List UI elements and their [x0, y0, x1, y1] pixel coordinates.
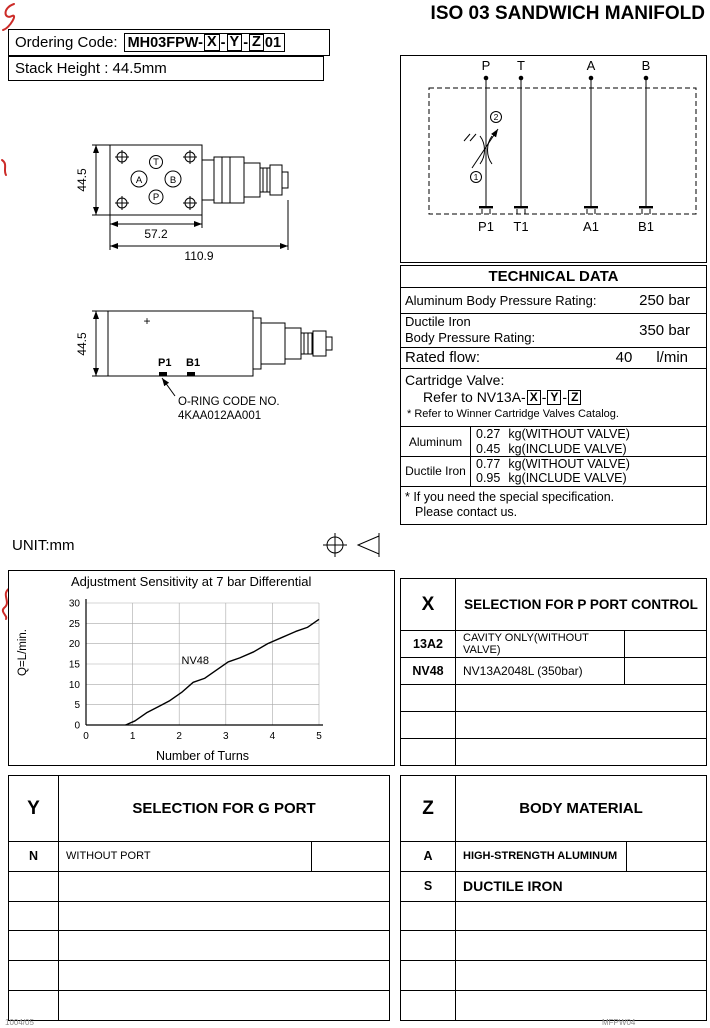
iron-pressure-label-2: Body Pressure Rating:	[405, 330, 536, 346]
callout-2: 2	[493, 112, 499, 122]
technical-drawings	[8, 56, 395, 566]
weight-unit: kg(INCLUDE VALVE)	[508, 441, 627, 456]
cartridge-valve-label: Cartridge Valve:	[405, 372, 505, 389]
port-label-B: B	[641, 58, 651, 73]
option-desc	[456, 739, 706, 765]
port-label-B1: B1	[638, 219, 654, 234]
option-code: S	[401, 872, 456, 901]
port-b1-label: B1	[186, 357, 201, 369]
table-row	[401, 991, 706, 1020]
option-extra-cell	[311, 842, 389, 871]
option-desc	[456, 712, 706, 738]
svg-text:10: 10	[68, 679, 80, 691]
option-desc: NV13A2048L (350bar)	[463, 664, 583, 678]
option-code	[401, 739, 456, 765]
table-row	[401, 872, 706, 902]
front-view-drawing	[92, 311, 332, 396]
option-code	[9, 902, 59, 931]
cartridge-z: Z	[568, 390, 581, 405]
hydraulic-circuit-diagram	[401, 56, 706, 262]
rated-flow-label: Rated flow:	[405, 349, 481, 367]
aluminum-pressure-label: Aluminum Body Pressure Rating:	[405, 292, 597, 308]
throttle-valve-symbol	[464, 112, 502, 183]
circuit-top-labels	[482, 58, 651, 73]
table-row	[401, 961, 706, 991]
technical-data-panel	[400, 265, 707, 525]
weight-row-ductile-iron	[401, 457, 706, 487]
weight-unit: kg(WITHOUT VALVE)	[508, 427, 630, 442]
option-desc: HIGH-STRENGTH ALUMINUM	[463, 850, 618, 863]
svg-text:5: 5	[74, 700, 80, 712]
x-table-code-letter: X	[401, 579, 456, 630]
option-code	[9, 931, 59, 960]
option-desc	[456, 931, 706, 960]
option-code	[401, 685, 456, 711]
table-row	[401, 631, 706, 658]
ordering-code-y: Y	[227, 34, 243, 52]
option-code	[401, 902, 456, 931]
table-row	[9, 931, 389, 961]
option-extra-cell	[624, 658, 706, 684]
aluminum-pressure-row	[401, 288, 706, 314]
ordering-code-x: X	[204, 34, 220, 52]
option-extra-cell	[624, 631, 706, 657]
option-desc: DUCTILE IRON	[463, 878, 563, 895]
port-label-P1: P1	[478, 219, 494, 234]
option-desc	[59, 872, 389, 901]
callout-1: 1	[473, 172, 479, 182]
weight-values	[471, 427, 706, 456]
dim-57-2: 57.2	[144, 227, 168, 241]
svg-text:0: 0	[74, 720, 80, 732]
note-line-2: Please contact us.	[415, 505, 518, 520]
aluminum-pressure-value: 250 bar	[639, 291, 690, 309]
table-row	[401, 902, 706, 932]
option-desc	[59, 991, 389, 1020]
option-desc	[456, 902, 706, 931]
technical-data-title: TECHNICAL DATA	[401, 266, 706, 288]
svg-text:5: 5	[316, 731, 322, 742]
weight-value: 0.27	[476, 427, 501, 442]
table-row	[401, 685, 706, 712]
cone-mark-icon	[358, 533, 379, 557]
sensitivity-chart-panel	[8, 570, 395, 766]
z-table-code-letter: Z	[401, 776, 456, 841]
option-desc	[59, 931, 389, 960]
table-row	[401, 658, 706, 685]
z-table-header	[401, 776, 706, 842]
z-table-title: BODY MATERIAL	[519, 800, 643, 817]
svg-text:3: 3	[223, 731, 229, 742]
option-code: 13A2	[401, 631, 456, 657]
port-p1-label: P1	[158, 357, 172, 369]
y-table-code-letter: Y	[9, 776, 59, 841]
option-desc	[456, 685, 706, 711]
cartridge-x: X	[527, 390, 541, 405]
ordering-code-prefix: MH03FPW-	[127, 34, 203, 51]
circuit-bottom-labels	[478, 219, 654, 234]
weight-value: 0.45	[476, 441, 501, 456]
dim-44-5-bottom: 44.5	[75, 332, 89, 356]
sandwich-boundary	[429, 88, 696, 214]
port-b1-mark	[187, 372, 195, 376]
iron-pressure-value: 350 bar	[639, 321, 690, 339]
registration-mark-icon	[323, 533, 347, 557]
cartridge-valve-row	[401, 369, 706, 427]
sensitivity-plot	[9, 593, 396, 751]
option-code	[401, 991, 456, 1020]
option-desc	[59, 961, 389, 990]
footer-left: 1004/05	[5, 1018, 34, 1027]
port-b-label: B	[169, 175, 177, 186]
special-spec-note	[401, 487, 706, 524]
port-label-P: P	[481, 58, 491, 73]
cartridge-y: Y	[547, 390, 561, 405]
chart-x-axis-label: Number of Turns	[155, 749, 250, 763]
cartridge-note: * Refer to Winner Cartridge Valves Catalog.	[407, 408, 619, 421]
red-ink-artifact	[0, 2, 22, 32]
option-code	[9, 872, 59, 901]
table-row	[401, 842, 706, 872]
table-row	[401, 931, 706, 961]
dash: -	[243, 34, 249, 51]
table-row	[9, 872, 389, 902]
dash: -	[220, 34, 226, 51]
port-p-label: P	[152, 192, 160, 203]
ordering-code-value	[124, 33, 285, 53]
dash: -	[541, 389, 547, 406]
ordering-code-label: Ordering Code:	[15, 34, 118, 51]
table-row	[401, 739, 706, 765]
weight-values	[471, 457, 706, 486]
option-extra-cell	[626, 842, 706, 871]
ordering-code-box	[8, 29, 330, 56]
oring-code-line1: O-RING CODE NO.	[178, 396, 280, 408]
top-view-drawing	[92, 145, 288, 250]
circuit-lines	[429, 76, 696, 214]
chart-y-axis-label: Q=L/min.	[17, 629, 29, 676]
iron-pressure-row	[401, 314, 706, 348]
mounting-hole-icon	[115, 150, 129, 164]
port-label-A: A	[586, 58, 596, 73]
mounting-hole-icon	[183, 196, 197, 210]
option-desc	[59, 902, 389, 931]
dash: -	[562, 389, 568, 406]
weight-unit: kg(WITHOUT VALVE)	[508, 456, 630, 471]
table-row	[401, 712, 706, 739]
cartridge-prefix: Refer to NV13A-	[423, 389, 526, 406]
unit-label: UNIT:mm	[12, 537, 75, 554]
port-a-label: A	[135, 175, 143, 186]
weight-unit: kg(INCLUDE VALVE)	[508, 471, 627, 486]
table-row	[9, 961, 389, 991]
option-code: A	[401, 842, 456, 871]
port-label-T1: T1	[513, 219, 529, 234]
table-row	[9, 902, 389, 932]
weight-value: 0.95	[476, 471, 501, 486]
table-row	[9, 991, 389, 1020]
table-row	[9, 842, 389, 872]
ordering-code-suffix: 01	[264, 34, 282, 51]
option-code	[401, 961, 456, 990]
rated-flow-value: 40	[615, 349, 633, 367]
svg-text:0: 0	[83, 731, 89, 742]
option-desc	[456, 961, 706, 990]
svg-text:1: 1	[129, 731, 136, 742]
rated-flow-unit: l/min	[656, 349, 688, 367]
option-code	[9, 961, 59, 990]
weight-material: Ductile Iron	[401, 457, 471, 486]
footer-right: MFPW04	[602, 1018, 636, 1027]
page-title: ISO 03 SANDWICH MANIFOLD	[430, 3, 705, 24]
dim-44-5-top: 44.5	[75, 168, 89, 192]
cartridge-valve-code	[405, 389, 702, 405]
chart-title: Adjustment Sensitivity at 7 bar Differential	[71, 574, 312, 589]
option-code	[401, 712, 456, 738]
svg-text:30: 30	[68, 598, 80, 610]
x-selection-table	[400, 578, 707, 766]
svg-text:25: 25	[68, 618, 80, 630]
note-line-1: * If you need the special specification.	[405, 489, 615, 504]
option-desc: CAVITY ONLY(WITHOUT VALVE)	[463, 632, 589, 656]
plus-mark: +	[143, 314, 151, 328]
svg-text:4: 4	[269, 731, 276, 742]
option-code	[9, 991, 59, 1020]
option-code	[401, 931, 456, 960]
mounting-hole-icon	[183, 150, 197, 164]
mounting-hole-icon	[115, 196, 129, 210]
svg-text:15: 15	[68, 659, 80, 671]
rated-flow-row	[401, 348, 706, 370]
option-desc	[456, 991, 706, 1020]
weight-row-aluminum	[401, 427, 706, 457]
hydraulic-circuit-panel	[400, 55, 707, 263]
stack-height-label: Stack Height : 44.5mm	[15, 60, 167, 77]
weight-value: 0.77	[476, 456, 501, 471]
y-table-header	[9, 776, 389, 842]
y-selection-table	[8, 775, 390, 1021]
oring-leader-arrow	[162, 378, 175, 396]
port-label-T: T	[517, 58, 525, 73]
iron-pressure-label-1: Ductile Iron	[405, 313, 471, 329]
option-code: N	[9, 842, 59, 871]
port-label-A1: A1	[583, 219, 599, 234]
option-desc: WITHOUT PORT	[66, 850, 151, 863]
z-selection-table	[400, 775, 707, 1021]
weight-material: Aluminum	[401, 427, 471, 456]
svg-text:NV48: NV48	[181, 655, 210, 667]
x-table-title: SELECTION FOR P PORT CONTROL	[464, 597, 698, 612]
svg-text:2: 2	[176, 731, 182, 742]
svg-text:20: 20	[68, 639, 80, 651]
y-table-title: SELECTION FOR G PORT	[132, 800, 316, 817]
option-code: NV48	[401, 658, 456, 684]
dim-110-9: 110.9	[184, 249, 214, 263]
ordering-code-z: Z	[249, 34, 264, 52]
port-t-label: T	[153, 157, 159, 168]
bottom-port-symbols	[479, 206, 653, 214]
port-p1-mark	[159, 372, 167, 376]
oring-code-line2: 4KAA012AA001	[178, 410, 262, 422]
x-table-header	[401, 579, 706, 631]
